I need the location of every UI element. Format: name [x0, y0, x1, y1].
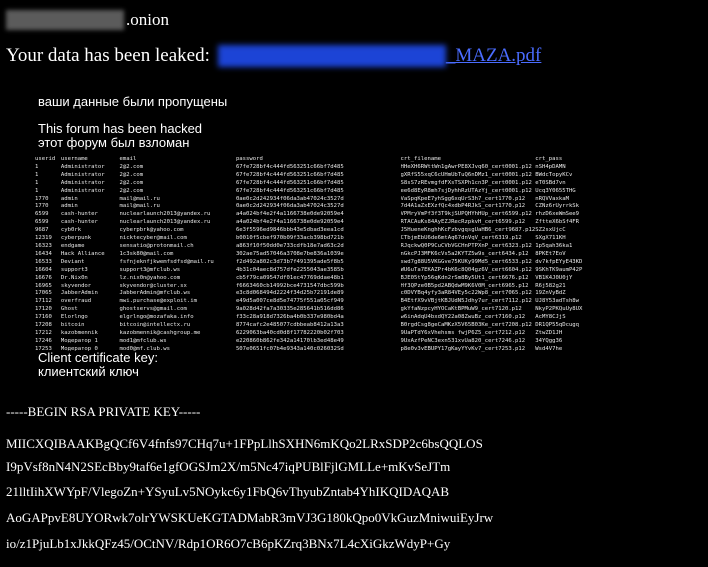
- table-row: [35, 330, 595, 338]
- cell-email: mwi.purchase@exploit.im: [119, 298, 197, 305]
- cell-email: 2@2.com: [119, 171, 144, 178]
- leaked-users-table-wrap: [35, 156, 595, 354]
- cell-password: e3c8d068494d2224f34d25b72191de89: [235, 290, 344, 297]
- cell-crt-pass: 8PKEt7EoV: [535, 250, 566, 257]
- cell-username: admin: [60, 195, 78, 202]
- rsa-key-line: MIICXQIBAAKBgQCf6V4fnfs97CHq7u+1FPpLlhSXHN6mKQo2LRxSDP2c6bsQQLOS: [6, 436, 483, 451]
- column-header-userid: userid: [35, 156, 56, 162]
- cell-crt-filename: gkYfaNzpcyHYOCaKtBPMuW9_cert7120.p12: [400, 306, 522, 313]
- table-row: [35, 267, 595, 275]
- column-header-crt-filename: crt_filename: [400, 156, 441, 162]
- redacted-onion-host: [6, 10, 124, 30]
- cell-crt-filename: B0rgdCsg8geCaMKzX5V65B03Ke_cert7208.p12: [400, 322, 532, 329]
- cell-userid: 1: [35, 187, 39, 194]
- client-key-label-en: Client certificate key:: [38, 350, 158, 365]
- cell-crt-pass: Ucq3Y0655THG: [535, 187, 576, 194]
- rsa-key-line: io/z1PjuLb1xJkkQFz45/OCtNV/Rdp1OR6O7cB6pKZrq3BNx7L4cXiGkzWdyP+Gy: [6, 536, 451, 551]
- cell-crt-filename: w6inAdqU4bxdQY22a08ZwuBz_cert7160.p12: [400, 314, 526, 321]
- table-row: [35, 290, 595, 298]
- cell-email: nuclearlaunch2013@yandex.ru: [119, 211, 211, 218]
- cell-password: b0010f5cbef970b09f33acb398bd721b: [235, 235, 344, 242]
- cell-password: f33c28a918d7326ba4b0b337e980bd4a: [235, 314, 344, 321]
- cell-crt-pass: Wsd4V7he: [535, 345, 563, 352]
- table-row: [35, 203, 595, 211]
- cell-email: kazobmennik@cashgroup.me: [119, 329, 201, 336]
- cell-email: 2@2.com: [119, 179, 144, 186]
- cell-email: cyberpbrk@yahoo.com: [119, 227, 184, 234]
- table-row: [35, 196, 595, 204]
- cell-username: Administrator: [60, 171, 105, 178]
- cell-password: 302ae75ad57046a3708e7be836a1039e: [235, 250, 344, 257]
- rsa-key-line: I9pVsf8nN4N2SEcBby9taf6e1gfOGSJm2X/m5Nc47iqPUBlFjlGMLLe+mKvSeJTm: [6, 459, 451, 474]
- column-header-username: username: [60, 156, 88, 162]
- table-row: [35, 322, 595, 330]
- table-row: [35, 338, 595, 346]
- cell-username: support3: [60, 266, 88, 273]
- cell-crt-pass: CZNz6rUyrrkSk: [535, 203, 580, 210]
- cell-userid: 16965: [35, 282, 52, 289]
- cell-password: a863f10f50dd0e733cdfb18e7ad63c2d: [235, 242, 344, 249]
- cell-crt-filename: VaSpqKpeE7yhSgg6xqUrS3h7_cert1770.p12: [400, 195, 526, 202]
- table-row: [35, 235, 595, 243]
- cell-username: Administrator: [60, 179, 105, 186]
- cell-userid: 16604: [35, 266, 52, 273]
- cell-crt-filename: gXRfS55xqC6cUHmUbTuQ6nDMz1_cert0001.p12: [400, 171, 532, 178]
- cell-username: cash-hunter: [60, 219, 98, 226]
- cell-userid: 6599: [35, 211, 49, 218]
- table-row: [35, 227, 595, 235]
- cell-password: a4a024bf4e2f4a1166738e0de92059e4: [235, 219, 344, 226]
- cell-email: sensatio@protonmail.ch: [119, 242, 194, 249]
- cell-username: JabberAdmin: [60, 290, 98, 297]
- cell-username: skyvendor: [60, 282, 92, 289]
- cell-crt-pass: eT0SBd7vn: [535, 179, 566, 186]
- cell-userid: 17112: [35, 298, 52, 305]
- cell-userid: 17120: [35, 306, 52, 313]
- cell-userid: 16533: [35, 258, 52, 265]
- cell-crt-filename: Hf3QPze0B5pd2ABQdwM9K6V0M_cert6965.p12: [400, 282, 529, 289]
- cell-userid: 17212: [35, 329, 52, 336]
- cell-userid: 1: [35, 163, 39, 170]
- table-header-row: [35, 156, 595, 164]
- notice-ru-hacked: этот форум был взломан: [38, 135, 190, 150]
- table-row: [35, 172, 595, 180]
- cell-crt-filename: 9UaPTdY6xVhehsms fwjP6Z5_cert7212.p12: [400, 329, 526, 336]
- cell-password: 67fe728bf4c444fd563251c66bf7d485: [235, 171, 344, 178]
- table-row: [35, 306, 595, 314]
- cell-crt-filename: RTACAuKs84AyEZJRecRzpkvH_cert6599.p12: [400, 219, 526, 226]
- table-row: [35, 259, 595, 267]
- cell-email: mail@mail.ru: [119, 203, 160, 210]
- notice-ru-leaked: ваши данные были пропущены: [38, 94, 228, 109]
- cell-crt-pass: NkyP2PKQuUy8UX: [535, 306, 583, 313]
- table-row: [35, 211, 595, 219]
- cell-crt-filename: nGkcPJ3MFK6cVs5a2KYTZ5w9s_cert6434.p12: [400, 250, 529, 257]
- column-header-email: email: [119, 156, 137, 162]
- cell-crt-pass: dv7kfpEYyE43KD: [535, 258, 583, 265]
- cell-userid: 17065: [35, 290, 52, 297]
- cell-userid: 1770: [35, 195, 49, 202]
- cell-password: 9a028d42fa7a30335e285641b516dd86: [235, 306, 344, 313]
- cell-crt-pass: ZtwZD1JH: [535, 329, 563, 336]
- cell-userid: 1: [35, 179, 39, 186]
- cell-crt-filename: B4EtfX9vVBjtKBJUdN5Jdhy7ur_cert7112.p12: [400, 298, 532, 305]
- cell-username: Hack Alliance: [60, 250, 105, 257]
- cell-userid: 16434: [35, 250, 52, 257]
- cell-userid: 17253: [35, 345, 52, 352]
- cell-email: support3@mfclub.ws: [119, 266, 181, 273]
- table-row: [35, 298, 595, 306]
- table-row: [35, 251, 595, 259]
- cell-userid: 1: [35, 171, 39, 178]
- table-row: [35, 219, 595, 227]
- cell-crt-pass: DR1QP55qDcugq: [535, 322, 580, 329]
- cell-email: 2@2.com: [119, 187, 144, 194]
- cell-crt-filename: p8e0v3vEBUPY17gKayYYvKv7_cert7253.p12: [400, 345, 526, 352]
- table-row: [35, 164, 595, 172]
- cell-username: bitcoin: [60, 322, 85, 329]
- cell-crt-pass: 1p5qah36ka1: [535, 242, 573, 249]
- cell-username: overfraud: [60, 298, 92, 305]
- cell-crt-filename: swd7g88U5VKGGve75KUKy99Md5_cert6533.p12: [400, 258, 532, 265]
- cell-password: cb5f79ca09547df01ec47769ddae48b1: [235, 274, 344, 281]
- cell-password: e49d5a007ce8d5e74775f551a05cf949: [235, 298, 344, 305]
- cell-crt-pass: rhzD6xeWmSee9: [535, 211, 580, 218]
- cell-crt-pass: 9SKhTK9aumP42P: [535, 266, 583, 273]
- cell-userid: 17246: [35, 337, 52, 344]
- cell-crt-pass: VB1K4J0U0jY: [535, 274, 573, 281]
- cell-username: Administrator: [60, 163, 105, 170]
- rsa-key-line: 21lltIihXWYpF/VlegoZn+YSyuLv5NOykc6y1FbQ6vThyubZntab4YhIKQIDAQAB: [6, 484, 450, 499]
- cell-crt-pass: AcMY8CJjS: [535, 314, 566, 321]
- cell-crt-pass: SZ2sxUjcC: [535, 227, 566, 234]
- cell-password: 6229063ba40cd0d8f17782220b02f703: [235, 329, 344, 336]
- cell-crt-pass: nRQVVaxkaM: [535, 195, 569, 202]
- cell-crt-pass: 19ZnVyBdZ: [535, 290, 566, 297]
- cell-crt-pass: 34YQgg36: [535, 337, 563, 344]
- cell-username: Deviant: [60, 258, 85, 265]
- leak-label: Your data has been leaked:: [6, 45, 210, 66]
- table-row: [35, 314, 595, 322]
- leaked-file-link[interactable]: _MAZA.pdf: [445, 45, 542, 66]
- onion-suffix: .onion: [126, 10, 169, 29]
- rsa-begin-line: -----BEGIN RSA PRIVATE KEY-----: [6, 404, 201, 419]
- cell-username: cyb0rk: [60, 227, 82, 234]
- cell-username: cash-hunter: [60, 211, 98, 218]
- cell-crt-filename: 7d4A1aZxEXzfQc4xdbP4RJkS_cert1770.p12: [400, 203, 526, 210]
- table-row: [35, 283, 595, 291]
- cell-email: skyvendor@cluster.sx: [119, 282, 187, 289]
- cell-email: lz.nix0n@yahoo.com: [119, 274, 181, 281]
- cell-username: Elorlngo: [60, 314, 88, 321]
- cell-username: kazobmennik: [60, 329, 98, 336]
- cell-password: 4b31c04aec8d757dfe2255043ae3585b: [235, 266, 344, 273]
- cell-email: nicktecyber@mail.com: [119, 235, 187, 242]
- cell-crt-filename: HHeXH6RWttWn1gAwrPE8XJvq60_cert0001.p12: [400, 163, 532, 170]
- cell-password: a4a024bf4e2f4a1166738e0de92059e4: [235, 211, 344, 218]
- redacted-file-link[interactable]: [218, 45, 446, 67]
- table-row: [35, 275, 595, 283]
- cell-email: ghostservs@gmail.com: [119, 306, 187, 313]
- cell-username: cyberpunk: [60, 235, 92, 242]
- cell-email: 2@2.com: [119, 163, 144, 170]
- cell-password: f2d492a802c3d73b7f491395ade5f8b5: [235, 258, 344, 265]
- table-row: [35, 243, 595, 251]
- cell-crt-filename: VPMryVmPf3f3T9kjSUPQHYhHUp_cert6599.p12: [400, 211, 532, 218]
- cell-crt-filename: J5HueneKnghhKcFzbvgqsgUaHB6_cert9687.p12: [400, 227, 536, 234]
- cell-crt-filename: 9UxAzfPeNC3exn531xvUa820_cert7246.p12: [400, 337, 526, 344]
- cell-email: fsfnjeknfjkwemfsdfsd@mail.ru: [119, 258, 214, 265]
- cell-crt-pass: SXgX711KH: [535, 235, 566, 242]
- notice-en-hacked: This forum has been hacked: [38, 121, 203, 136]
- cell-email: nuclearlaunch2013@yandex.ru: [119, 219, 211, 226]
- cell-crt-filename: WU6uTa7EKAZPr4bK6c8Q04gz6V_cert6604.p12: [400, 266, 532, 273]
- leak-notice-row: [6, 45, 541, 67]
- cell-username: Administrator: [60, 187, 105, 194]
- onion-address: [6, 8, 169, 32]
- cell-username: Dr.Nix0n: [60, 274, 88, 281]
- cell-userid: 9687: [35, 227, 49, 234]
- cell-email: bitcoin@intellectx.ru: [119, 322, 191, 329]
- cell-username: endgame: [60, 242, 85, 249]
- cell-userid: 17208: [35, 322, 52, 329]
- cell-email: mod1@mfclub.ws: [119, 337, 167, 344]
- cell-password: f6663460cb14992bce4731547dbc599b: [235, 282, 344, 289]
- cell-username: Модератор 0: [60, 345, 98, 352]
- cell-password: 8774cafc2e485077cdbbeab8412a13a3: [235, 322, 344, 329]
- cell-crt-pass: nSH4pDAMN: [535, 163, 566, 170]
- cell-username: admin: [60, 203, 78, 210]
- column-header-crt-pass: crt_pass: [535, 156, 563, 162]
- leaked-users-table: [35, 156, 595, 354]
- cell-crt-pass: BWdcTopyKCv: [535, 171, 573, 178]
- cell-crt-pass: R6j582g21: [535, 282, 566, 289]
- rsa-key-line: AoGAPpvE8UYORwk7olrYWSKUeKGTADMabR3mVJ3G180kQpo0VkGuzMniwuiEyJrw: [6, 510, 494, 525]
- cell-password: 507e0651fc07b4e9343a140c026032Sd: [235, 345, 344, 352]
- cell-email: 1c3sk80@mail.com: [119, 250, 174, 257]
- cell-crt-pass: ZftteX6bSf4FR: [535, 219, 580, 226]
- cell-crt-filename: RJqckwQ0P9CuCVbVGCHnPTPXnP_cert6323.p12: [400, 242, 532, 249]
- cell-crt-filename: BJE05tYp56qKdn2rSm8By5Ut1_cert6676.p12: [400, 274, 529, 281]
- cell-email: elgrlngo@mozafaka.info: [119, 314, 194, 321]
- cell-userid: 16323: [35, 242, 52, 249]
- cell-username: Модератор 1: [60, 337, 98, 344]
- cell-crt-pass: UJ8Y53adTsh8w: [535, 298, 580, 305]
- cell-crt-filename: c0DVYBq4yfy3aR84VEy5c22Wp8_cert7065.p12: [400, 290, 532, 297]
- cell-password: 0ae0c2d242934f06da3ab47024c3527d: [235, 195, 344, 202]
- cell-password: e220860b862fe342a14170lb3ed48e49: [235, 337, 344, 344]
- cell-email: mail@mail.ru: [119, 195, 160, 202]
- cell-password: 6e3f5596ed9846bbb43e5dbad3eea1cd: [235, 227, 344, 234]
- table-row: [35, 180, 595, 188]
- cell-userid: 17160: [35, 314, 52, 321]
- cell-crt-filename: S8sS7zREvmgfdFXsTSXPh1cn3P_cert0001.p12: [400, 179, 532, 186]
- cell-password: 67fe728bf4c444fd563251c66bf7d485: [235, 187, 344, 194]
- cell-crt-filename: ee6d8EyR8mh7sjDyhhRzUTAzYj_cert0001.p12: [400, 187, 532, 194]
- cell-userid: 1770: [35, 203, 49, 210]
- cell-password: 67fe728bf4c444fd563251c66bf7d485: [235, 163, 344, 170]
- cell-password: 67fe728bf4c444fd563251c66bf7d485: [235, 179, 344, 186]
- column-header-password: password: [235, 156, 263, 162]
- cell-password: 0ae0c2d242934f06da3ab47024c3527d: [235, 203, 344, 210]
- cell-username: Ghost: [60, 306, 78, 313]
- cell-userid: 6599: [35, 219, 49, 226]
- client-key-label-ru: клиентский ключ: [38, 364, 139, 379]
- cell-userid: 12319: [35, 235, 52, 242]
- table-row: [35, 188, 595, 196]
- cell-email: mod0@mf.club.ws: [119, 345, 171, 352]
- cell-crt-filename: CTbjmEbU6de6mtAq67dnVqV_cert6319.p12: [400, 235, 522, 242]
- cell-email: JabberAdmin@mfclub.ws: [119, 290, 191, 297]
- cell-userid: 16676: [35, 274, 52, 281]
